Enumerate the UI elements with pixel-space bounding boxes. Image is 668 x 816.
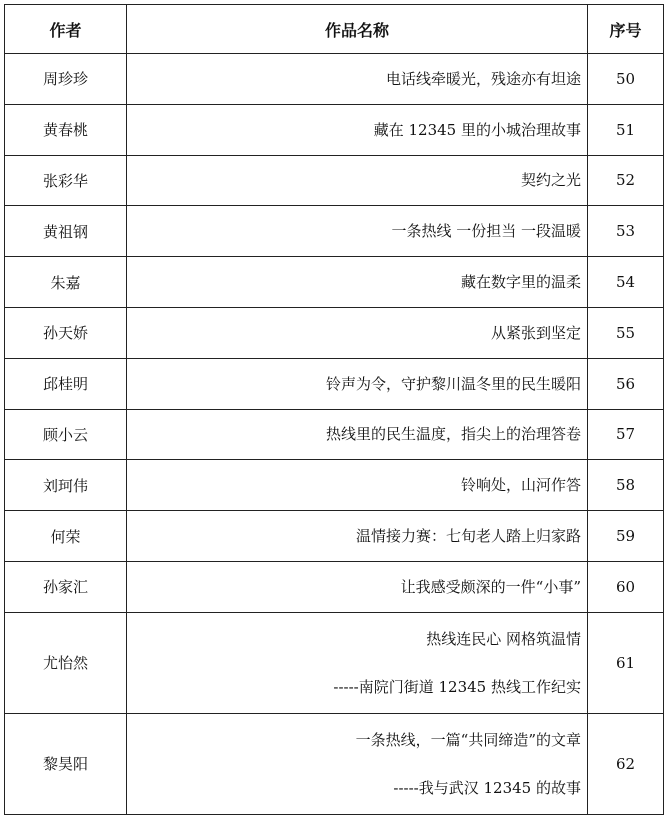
subtitle-line: -----南院门街道 12345 热线工作纪实	[333, 677, 581, 696]
author-cell: 朱嘉	[5, 257, 127, 308]
table-row	[5, 358, 664, 409]
title-cell	[127, 104, 588, 155]
title-line: 铃声为令，守护黎川温冬里的民生暖阳	[325, 374, 581, 393]
works-table	[4, 4, 664, 815]
seq-cell: 52	[588, 155, 664, 206]
author-cell: 刘珂伟	[5, 460, 127, 511]
title-line: 热线里的民生温度，指尖上的治理答卷	[325, 425, 581, 444]
title-line: 一条热线 一份担当 一段温暖	[391, 222, 581, 241]
author-cell: 邱桂明	[5, 358, 127, 409]
title-cell	[127, 612, 588, 713]
table-row	[5, 206, 664, 257]
title-line: 契约之光	[520, 171, 581, 190]
table-row	[5, 409, 664, 460]
seq-cell: 50	[588, 54, 664, 105]
title-cell	[127, 409, 588, 460]
title-cell	[127, 54, 588, 105]
title-cell	[127, 511, 588, 562]
title-line: 一条热线，一篇“共同缔造”的文章	[355, 730, 581, 749]
table-row	[5, 257, 664, 308]
author-cell: 张彩华	[5, 155, 127, 206]
seq-cell: 58	[588, 460, 664, 511]
seq-cell: 56	[588, 358, 664, 409]
title-cell	[127, 155, 588, 206]
author-cell: 尤怡然	[5, 612, 127, 713]
title-cell	[127, 358, 588, 409]
title-line: 温情接力赛：七旬老人踏上归家路	[355, 527, 581, 546]
title-line: 藏在数字里的温柔	[460, 273, 581, 292]
title-line: 从紧张到坚定	[490, 323, 581, 342]
title-cell	[127, 307, 588, 358]
title-line: 藏在 12345 里的小城治理故事	[373, 120, 581, 139]
table-body	[5, 54, 664, 815]
author-cell: 何荣	[5, 511, 127, 562]
author-cell: 顾小云	[5, 409, 127, 460]
author-cell: 周珍珍	[5, 54, 127, 105]
seq-cell: 51	[588, 104, 664, 155]
author-cell: 孙天娇	[5, 307, 127, 358]
author-cell: 黄春桃	[5, 104, 127, 155]
table-row	[5, 713, 664, 814]
title-cell	[127, 257, 588, 308]
title-cell	[127, 460, 588, 511]
table-row	[5, 511, 664, 562]
header-seq: 序号	[588, 5, 664, 54]
seq-cell: 54	[588, 257, 664, 308]
table-header-row	[5, 5, 664, 54]
title-cell	[127, 713, 588, 814]
title-line: 让我感受颇深的一件“小事”	[400, 577, 581, 596]
table-row	[5, 104, 664, 155]
header-title: 作品名称	[127, 5, 588, 54]
subtitle-line: -----我与武汉 12345 的故事	[393, 778, 581, 797]
table-row	[5, 54, 664, 105]
author-cell: 黎昊阳	[5, 713, 127, 814]
table-row	[5, 307, 664, 358]
table-row	[5, 561, 664, 612]
header-author: 作者	[5, 5, 127, 54]
seq-cell: 59	[588, 511, 664, 562]
table-row	[5, 612, 664, 713]
title-line: 铃响处，山河作答	[460, 476, 581, 495]
title-line: 热线连民心 网格筑温情	[426, 629, 581, 648]
seq-cell: 60	[588, 561, 664, 612]
seq-cell: 55	[588, 307, 664, 358]
seq-cell: 57	[588, 409, 664, 460]
seq-cell: 62	[588, 713, 664, 814]
table-row	[5, 460, 664, 511]
title-cell	[127, 206, 588, 257]
author-cell: 孙家汇	[5, 561, 127, 612]
title-line: 电话线牵暖光，残途亦有坦途	[385, 69, 581, 88]
seq-cell: 53	[588, 206, 664, 257]
table-row	[5, 155, 664, 206]
title-cell	[127, 561, 588, 612]
author-cell: 黄祖钢	[5, 206, 127, 257]
seq-cell: 61	[588, 612, 664, 713]
